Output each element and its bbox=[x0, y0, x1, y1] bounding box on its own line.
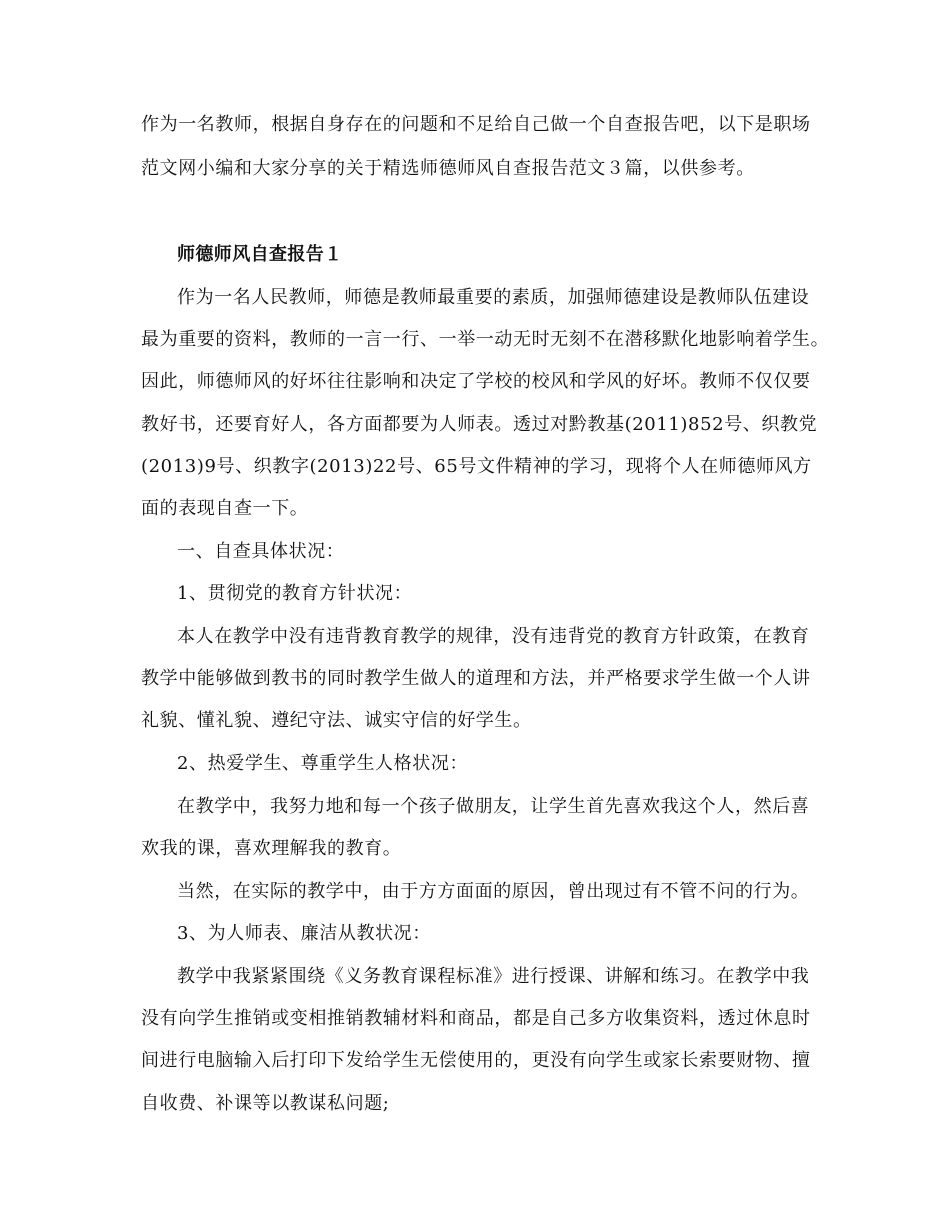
section-title: 师德师风自查报告１ bbox=[177, 244, 343, 265]
paragraph-line: 教学中能够做到教书的同时教学生做人的道理和方法，并严格要求学生做一个人讲 bbox=[141, 668, 811, 689]
paragraph-line: 没有向学生推销或变相推销教辅材料和商品，都是自己多方收集资料，透过休息时 bbox=[141, 1008, 811, 1029]
intro-line: 范文网小编和大家分享的关于精选师德师风自查报告范文３篇，以供参考。 bbox=[141, 158, 755, 179]
paragraph-line: 教学中我紧紧围绕《义务教育课程标准》进行授课、讲解和练习。在教学中我 bbox=[177, 966, 810, 987]
item-title: 2、热爱学生、尊重学生人格状况： bbox=[177, 753, 469, 774]
item-title: 1、贯彻党的教育方针状况： bbox=[177, 583, 413, 604]
paragraph-line: 欢我的课，喜欢理解我的教育。 bbox=[141, 838, 402, 859]
item-title: 3、为人师表、廉洁从教状况： bbox=[177, 923, 431, 944]
paragraph-line: 当然，在实际的教学中，由于方方面面的原因，曾出现过有不管不问的行为。 bbox=[177, 881, 810, 902]
paragraph-line: 因此，师德师风的好坏往往影响和决定了学校的校风和学风的好坏。教师不仅仅要 bbox=[141, 371, 811, 392]
paragraph-line: 面的表现自查一下。 bbox=[141, 498, 309, 519]
paragraph-line: 间进行电脑输入后打印下发给学生无偿使用的，更没有向学生或家长索要财物、擅 bbox=[141, 1050, 811, 1071]
paragraph-line: (2013)9号、织教字(2013)22号、65号文件精神的学习，现将个人在师德师风方 bbox=[141, 456, 812, 477]
paragraph-line: 作为一名人民教师，师德是教师最重要的素质，加强师德建设是教师队伍建设 bbox=[177, 287, 810, 308]
paragraph-line: 教好书，还要育好人，各方面都要为人师表。透过对黔教基(2011)852号、织教党 bbox=[141, 414, 818, 435]
intro-line: 作为一名教师，根据自身存在的问题和不足给自己做一个自查报告吧，以下是职场 bbox=[141, 114, 811, 135]
paragraph-line: 本人在教学中没有违背教育教学的规律，没有违背党的教育方针政策，在教育 bbox=[177, 626, 810, 647]
paragraph-line: 自收费、补课等以教谋私问题; bbox=[141, 1093, 390, 1114]
paragraph-line: 最为重要的资料，教师的一言一行、一举一动无时无刻不在潜移默化地影响着学生。 bbox=[141, 329, 830, 350]
paragraph-line: 在教学中，我努力地和每一个孩子做朋友，让学生首先喜欢我这个人，然后喜 bbox=[177, 796, 810, 817]
subheading: 一、自查具体状况： bbox=[177, 541, 345, 562]
paragraph-line: 礼貌、懂礼貌、遵纪守法、诚实守信的好学生。 bbox=[141, 710, 532, 731]
